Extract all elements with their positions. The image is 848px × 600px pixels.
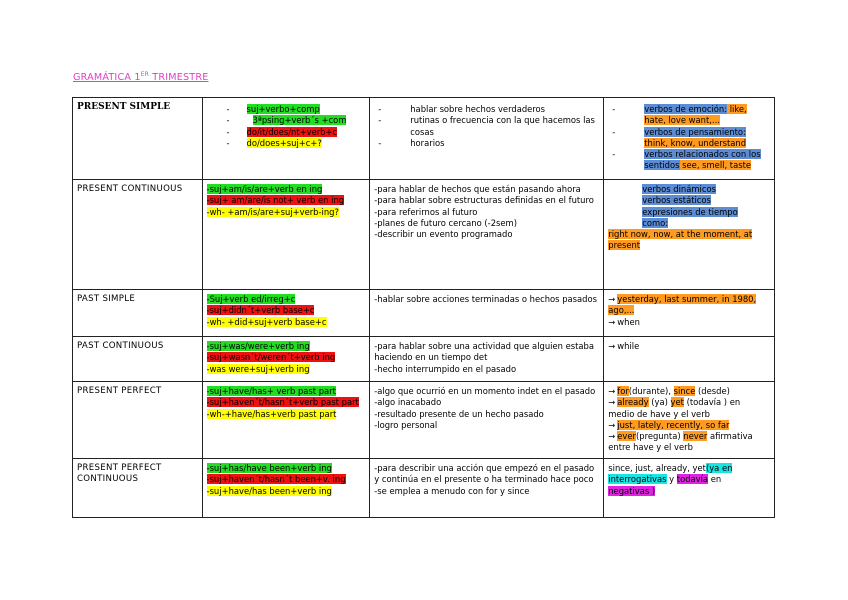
use-item: - rutinas o frecuencia con la que hacemos las cosas: [374, 115, 599, 138]
note-line: verbos estáticos: [642, 195, 711, 206]
arrow-icon: →: [608, 386, 616, 396]
tense-name: PRESENT CONTINUOUS: [73, 180, 203, 290]
table-row: [73, 459, 775, 518]
arrow-icon: →: [608, 294, 616, 304]
form-line: -suj+haven´t/hasn´t been+v. ing: [206, 474, 346, 485]
form-line: -suj+ am/are/is not+ verb en ing: [206, 195, 345, 206]
form-line: -was were+suj+verb ing: [206, 363, 310, 374]
use-cell: [370, 337, 604, 382]
translation: afirmativa: [707, 431, 753, 442]
form-line: -wh- +did+suj+verb base+c: [206, 316, 327, 327]
arrow-icon: →: [608, 316, 616, 327]
form-cell: [202, 337, 370, 382]
tense-name: PAST SIMPLE: [73, 290, 203, 337]
note-line: right now, now, at the moment, at: [608, 229, 753, 240]
use-cell: [370, 180, 604, 290]
grammar-table: [72, 97, 775, 518]
table-row: [73, 337, 775, 382]
use-cell: [370, 98, 604, 180]
keyword: todavía: [676, 474, 709, 485]
use-item: -se emplea a menudo con for y since: [374, 485, 530, 496]
tense-name: PAST CONTINUOUS: [73, 337, 203, 382]
use-item: -hablar sobre acciones terminadas o hechos pasados: [374, 294, 597, 304]
notes-cell: [604, 98, 775, 180]
notes-cell: [604, 337, 775, 382]
notes-cell: [604, 290, 775, 337]
note-line: present: [608, 240, 641, 251]
verb-examples: think, know, understand: [644, 137, 747, 148]
use-item: -para hablar de hechos que están pasando ahora: [374, 184, 581, 194]
arrow-icon: →: [608, 341, 616, 351]
form-line: -suj+have/has been+verb ing: [206, 485, 332, 496]
verb-group: verbos relacionados con los sentidos: [644, 149, 761, 171]
form-line: -suj+wasn´t/weren´t+verb ing: [206, 352, 336, 363]
arrow-icon: →: [608, 397, 616, 408]
arrow-icon: →: [608, 419, 616, 430]
note-line: entre have y el verb: [608, 442, 693, 453]
form-cell: [202, 459, 370, 518]
notes-cell: [604, 459, 775, 518]
table-row: [73, 98, 775, 180]
verb-group: verbos de emoción:: [644, 104, 728, 114]
use-cell: [370, 459, 604, 518]
verb-group: verbos de pensamiento:: [644, 126, 746, 137]
form-line: -suj+haven´t/hasn´t+verb past part: [206, 397, 359, 408]
note-line: expresiones de tiempo: [642, 206, 738, 217]
use-item: -resultado presente de un hecho pasado: [374, 408, 544, 419]
use-item: -algo que ocurrió en un momento indet en el pasado: [374, 386, 596, 396]
page-title-superscript: ER: [140, 71, 150, 78]
form-line: -Suj+verb ed/irreg+c: [206, 294, 296, 304]
translation: (todavía ) en: [683, 397, 741, 408]
verb-examples: see, smell, taste: [679, 160, 752, 171]
translation: (desde): [695, 386, 730, 396]
translation: (durante),: [628, 386, 674, 396]
verb-examples: like,: [727, 104, 747, 114]
keyword: ever: [617, 431, 636, 442]
use-item: -para referirnos al futuro: [374, 206, 478, 217]
keyword: negativas ): [608, 485, 656, 496]
translation: (ya): [648, 397, 671, 408]
use-item: -describir un evento programado: [374, 229, 513, 240]
table-row: [73, 290, 775, 337]
form-line: -suj+have/has+ verb past part: [206, 386, 336, 396]
note-line: yesterday, last summer, in 1980,: [617, 294, 757, 304]
keyword: just, lately, recently, so far: [617, 419, 730, 430]
form-cell: [202, 98, 370, 180]
form-line: -suj+am/is/are+verb en ing: [206, 184, 323, 194]
form-line: suj+verbo+comp: [246, 104, 320, 114]
form-cell: [202, 180, 370, 290]
verb-examples: hate, love want,...: [644, 115, 720, 126]
use-item: -planes de futuro cercano (-2sem): [374, 217, 517, 228]
keyword: for: [617, 386, 629, 396]
translation: (pregunta): [636, 431, 684, 442]
table-row: [73, 180, 775, 290]
form-line: -suj+was/were+verb ing: [206, 341, 310, 351]
use-cell: [370, 382, 604, 459]
form-cell: [202, 290, 370, 337]
note-line: medio de have y el verb: [608, 408, 710, 419]
tense-name: PRESENT PERFECT CONTINUOUS: [73, 459, 203, 518]
form-line: 3ªpsing+verb´s +com: [252, 115, 347, 126]
note-line: ago,...: [608, 305, 635, 316]
keyword: interrogativas: [608, 474, 667, 485]
use-item: -para hablar sobre estructuras definidas en el futuro: [374, 195, 594, 206]
keyword: (ya en: [705, 463, 733, 473]
keyword: since: [673, 386, 696, 396]
arrow-icon: →: [608, 431, 616, 442]
use-item: -algo inacabado: [374, 397, 442, 408]
form-line: -suj+has/have been+verb ing: [206, 463, 332, 473]
note-line: como:: [642, 217, 669, 228]
notes-cell: [604, 180, 775, 290]
use-item: -logro personal: [374, 419, 438, 430]
note-line: verbos dinámicos: [642, 184, 716, 194]
use-item: - hablar sobre hechos verdaderos: [374, 104, 599, 115]
page-title: GRAMÁTICA 1ER TRIMESTRE: [73, 71, 209, 84]
tense-name: PRESENT SIMPLE: [73, 98, 203, 180]
note-line: since, just, already, yet: [608, 463, 706, 473]
form-cell: [202, 382, 370, 459]
form-line: do/it/does/nt+verb+c: [246, 126, 338, 137]
form-line: do/does+suj+c+?: [246, 137, 322, 148]
table-row: [73, 382, 775, 459]
keyword: yet: [670, 397, 684, 408]
use-item: -para describir una acción que empezó en el pasado y continúa en el presente o ha terminado hace poco: [374, 463, 595, 485]
notes-cell: [604, 382, 775, 459]
use-cell: [370, 290, 604, 337]
keyword: never: [683, 431, 708, 442]
use-item: -hecho interrumpido en el pasado: [374, 363, 517, 374]
note-line: y: [666, 474, 677, 485]
note-line: while: [617, 341, 640, 351]
note-line: en: [708, 474, 722, 485]
note-line: when: [617, 316, 640, 327]
keyword: already: [617, 397, 649, 408]
form-line: -suj+didn´t+verb base+c: [206, 305, 315, 316]
use-item: -para hablar sobre una actividad que alguien estaba haciendo en un tiempo det: [374, 341, 594, 363]
use-item: - horarios: [374, 138, 599, 149]
form-line: -wh- +am/is/are+suj+verb-ing?: [206, 206, 339, 217]
form-line: -wh-+have/has+verb past part: [206, 408, 337, 419]
tense-name: PRESENT PERFECT: [73, 382, 203, 459]
